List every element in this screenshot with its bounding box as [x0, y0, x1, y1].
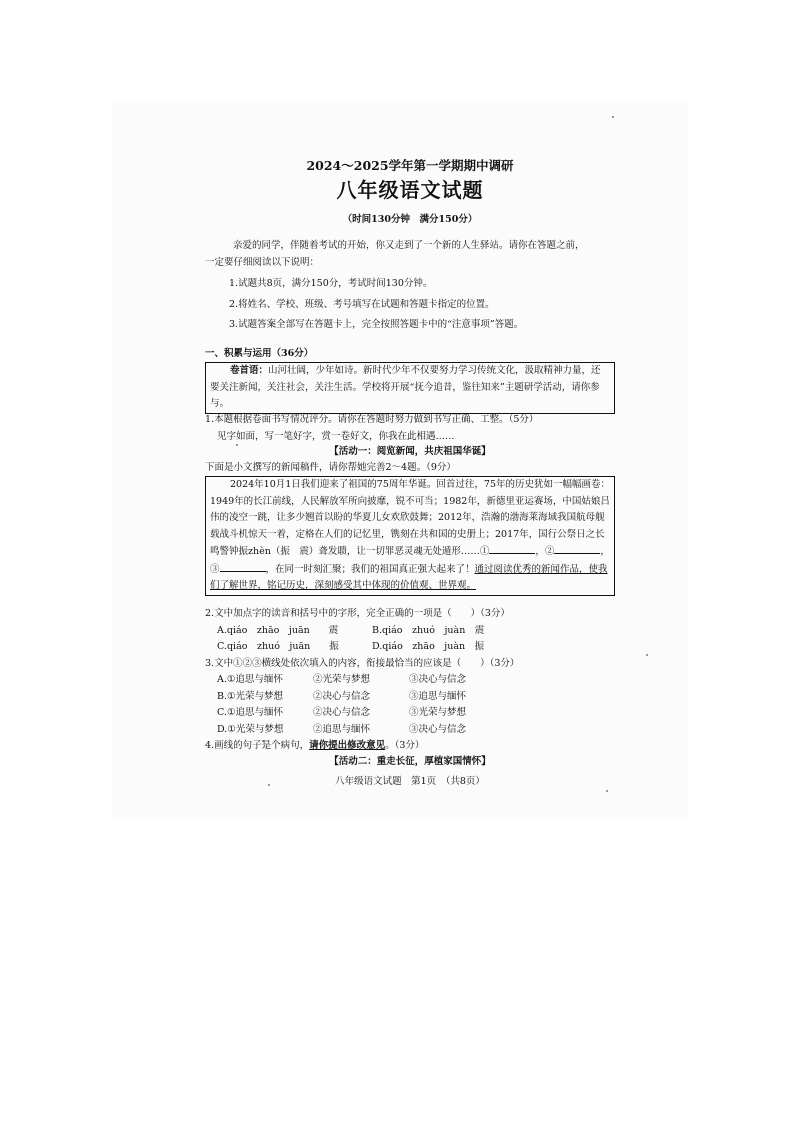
question-1-text: 1.本题根据卷面书写情况评分。请你在答题时努力做到书写正确、工整。（5分） [205, 414, 539, 425]
news-article-text [210, 477, 610, 595]
scan-speck [612, 116, 614, 118]
question-1 [205, 412, 615, 445]
intro-line-2: 一定要仔细阅读以下说明： [205, 256, 320, 268]
question-3-options [205, 672, 615, 738]
page-footer: 八年级语文试题 第1页 （共8页） [335, 776, 485, 787]
option-c-part-2: ②决心与信念 [313, 707, 371, 718]
exam-year-line: 2024～2025学年第一学期期中调研 [306, 158, 514, 173]
blank-1 [489, 543, 535, 554]
section-heading: 一、积累与运用（36分） [205, 348, 314, 359]
news-mid-1: ，② [535, 546, 555, 557]
option-row [205, 689, 615, 706]
underlined-sentence: 通过阅读优秀的新闻作品，使我们了解世界，铭记历史，深刻感受其中体现的价值观、世界观。 [210, 563, 608, 591]
question-2-options [205, 623, 615, 656]
option-row [205, 672, 615, 689]
option-row [205, 623, 615, 640]
preface-text [210, 363, 610, 413]
question-4-tail: 。（3分） [385, 740, 425, 751]
instructions-list [205, 276, 615, 338]
instruction-item: 1.试题共8页，满分150分，考试时间130分钟。 [229, 278, 433, 289]
question-4-text: 4.画线的句子是个病句， [205, 740, 310, 751]
option-c: C.qiáo zhuó juān 振 [217, 641, 339, 652]
news-mid-2: ，③ [210, 546, 610, 575]
news-part-1: 2024年10月1日我们迎来了祖国的75周年华诞。回首过往，75年的历史犹如一幅幅画卷：1949年的长江前线，人民解放军所向披靡，锐不可当；1982年，新德里亚运赛场，中国姑娘吕伟的凌空一跳，让多少翘首以盼的华夏儿女欢欣鼓舞；2012年，浩瀚的渤海莱海域我国航母舰载战斗机惊天一着，定格在人们的记忆里，镌刻在共和国的史册上；2017年，国行公祭日之长鸣警钟振zhèn（振 震）聋发聩，让一切罪恶灵魂无处遁形……① [210, 479, 610, 557]
option-c-part-1: C.①追思与缅怀 [217, 707, 283, 718]
option-row [205, 722, 615, 739]
preface-label: 卷首语： [230, 365, 269, 376]
option-a: A.qiáo zhāo juān 震 [217, 624, 339, 636]
option-d-part-1: D.①光荣与梦想 [217, 723, 284, 735]
blank-3 [220, 561, 266, 572]
option-b: B.qiáo zhuó juàn 震 [372, 624, 485, 636]
option-row [205, 705, 615, 722]
option-a-part-2: ②光荣与梦想 [313, 674, 371, 685]
option-a-part-1: A.①追思与缅怀 [217, 674, 283, 685]
exam-time-score: （时间130分钟 满分150分） [342, 214, 478, 225]
activity-2-heading: 【活动二：重走长征，厚植家国情怀】 [329, 756, 491, 767]
news-article-box [205, 476, 615, 596]
option-b-part-1: B.①光荣与梦想 [217, 690, 284, 702]
question-1-subtext: 见字如面，写一笔好字，赏一卷好文，你我在此相遇…… [217, 430, 455, 442]
question-4 [205, 738, 615, 755]
option-b-part-3: ③追思与缅怀 [409, 690, 467, 702]
option-c-part-3: ③光荣与梦想 [409, 707, 467, 718]
blank-2 [554, 543, 600, 554]
option-d-part-3: ③决心与信念 [409, 723, 467, 735]
intro-paragraph [205, 238, 615, 271]
instruction-item: 2.将姓名、学校、班级、考号填写在试题和答题卡指定的位置。 [229, 298, 495, 310]
question-2 [205, 606, 615, 738]
activity-1-heading: 【活动一：阅览新闻，共庆祖国华诞】 [329, 446, 491, 457]
option-row [205, 639, 615, 656]
option-b-part-2: ②决心与信念 [313, 690, 371, 702]
option-d-part-2: ②追思与缅怀 [313, 723, 371, 735]
scan-speck [646, 654, 648, 656]
instruction-item: 3.试题答案全部写在答题卡上，完全按照答题卡中的“注意事项”答题。 [229, 319, 524, 330]
option-d: D.qiáo zhāo juàn 振 [372, 641, 485, 652]
preface-body: 山河壮阔，少年如诗。新时代少年不仅要努力学习传统文化，汲取精神力量，还要关注新闻，关注社会，关注生活。学校将开展“抚今追昔，鉴往知来”主题研学活动，请你参与。 [210, 365, 601, 409]
question-4-emphasis: 请你提出修改意见 [309, 740, 386, 751]
exam-title: 八年级语文试题 [336, 178, 484, 202]
news-lead-text: 下面是小文撰写的新闻稿件，请你帮她完善2～4题。（9分） [205, 462, 456, 473]
option-a-part-3: ③决心与信念 [409, 674, 467, 685]
intro-line-1: 亲爱的同学，伴随着考试的开始，你又走到了一个新的人生驿站。请你在答题之前， [233, 240, 585, 251]
question-2-text: 2.文中加点字的读音和括号中的字形，完全正确的一项是（ ）（3分） [205, 608, 510, 619]
question-3-text: 3.文中①②③横线处依次填入的内容，衔接最恰当的应该是（ ）（3分） [205, 657, 520, 669]
news-part-2: ，在同一时刻汇聚；我们的祖国真正强大起来了！ [265, 563, 475, 575]
preface-box [205, 362, 615, 414]
